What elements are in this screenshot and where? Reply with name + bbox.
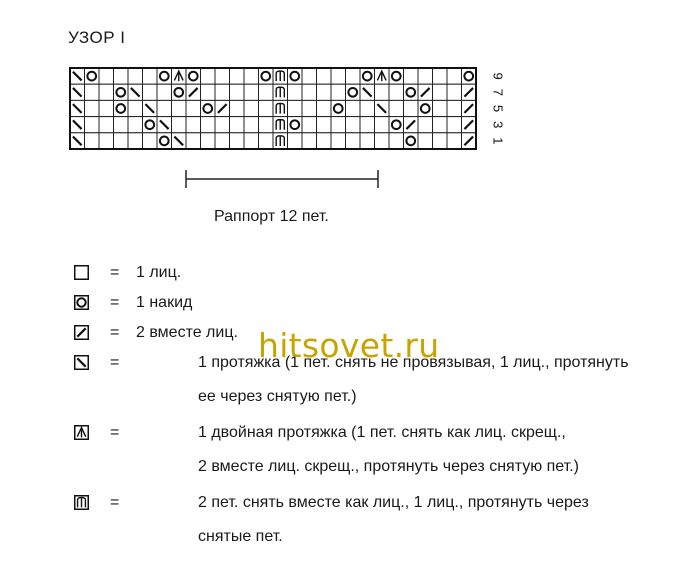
chart-cell [114, 100, 129, 116]
chart-cell [215, 68, 230, 84]
row-number: 1 [490, 137, 506, 145]
chart-cell [244, 133, 259, 149]
chart-cell [157, 117, 172, 133]
chart-cell [447, 100, 462, 116]
chart-cell [317, 117, 332, 133]
circle-o-icon [74, 295, 89, 310]
watermark: hitsovet.ru [258, 326, 440, 365]
chart-cell [375, 133, 390, 149]
chart-cell [215, 100, 230, 116]
chart-cell [99, 100, 114, 116]
legend-text: 1 протяжка (1 пет. снять не провязывая, 1 лиц., протянуть [198, 354, 629, 371]
m-symbol-icon [74, 495, 89, 510]
chart-cell [302, 100, 317, 116]
symbol-legend [74, 262, 674, 548]
knit-empty-icon [74, 265, 89, 280]
chart-cell [99, 84, 114, 100]
chart-cell [201, 100, 216, 116]
chart-cell [317, 100, 332, 116]
legend-equals: = [110, 264, 120, 281]
chart-cell [462, 84, 477, 100]
legend-text-line2: ее через снятую пет.) [198, 388, 357, 405]
chart-cell [375, 100, 390, 116]
legend-text: 1 накид [136, 294, 193, 311]
chart-cell [172, 133, 187, 149]
knitting-chart [0, 0, 700, 240]
chart-cell [273, 133, 288, 149]
chart-cell [462, 100, 477, 116]
chart-cell [128, 84, 143, 100]
chart-cell [331, 133, 346, 149]
chart-cell [331, 84, 346, 100]
chart-cell [346, 117, 361, 133]
chart-cell [331, 100, 346, 116]
chart-cell [418, 68, 433, 84]
chart-cell [186, 84, 201, 100]
chart-cell [418, 133, 433, 149]
legend-item-two-slipped [74, 492, 674, 548]
chart-cell [375, 84, 390, 100]
chart-cell [157, 68, 172, 84]
chart-cell [215, 117, 230, 133]
chart-cell [418, 117, 433, 133]
legend-text: 1 двойная протяжка (1 пет. снять как лиц. скрещ., [198, 424, 566, 441]
legend-text: 2 вместе лиц. [136, 324, 238, 341]
chart-cell [288, 100, 303, 116]
chart-cell [70, 133, 85, 149]
chart-cell [288, 68, 303, 84]
chart-cell [273, 84, 288, 100]
chart-cell [201, 117, 216, 133]
chart-cell [172, 68, 187, 84]
arrow-up-icon [74, 425, 89, 440]
chart-cell [244, 117, 259, 133]
pattern-title: УЗОР I [68, 28, 126, 47]
chart-cell [70, 100, 85, 116]
chart-cell [404, 68, 419, 84]
chart-cell [462, 68, 477, 84]
legend-equals: = [110, 294, 120, 311]
repeat-label: Раппорт 12 пет. [214, 208, 329, 225]
chart-cell [360, 68, 375, 84]
legend-text: 2 пет. снять вместе как лиц., 1 лиц., протянуть через [198, 494, 589, 511]
chart-cell [143, 133, 158, 149]
legend-item-knit [74, 262, 674, 292]
chart-cell [433, 100, 448, 116]
chart-cell [389, 84, 404, 100]
chart-cell [201, 133, 216, 149]
chart-cell [273, 68, 288, 84]
chart-cell [143, 100, 158, 116]
chart-cell [114, 117, 129, 133]
chart-cell [404, 117, 419, 133]
chart-cell [302, 68, 317, 84]
chart-cell [70, 84, 85, 100]
chart-cell [85, 133, 100, 149]
chart-cell [447, 133, 462, 149]
chart-cell [172, 117, 187, 133]
row-number: 3 [490, 121, 506, 129]
chart-cell [447, 84, 462, 100]
slash-left-icon [74, 355, 89, 370]
chart-cell [389, 100, 404, 116]
chart-cell [259, 133, 274, 149]
chart-cell [230, 68, 245, 84]
chart-cell [259, 68, 274, 84]
chart-cell [360, 133, 375, 149]
chart-cell [259, 100, 274, 116]
chart-cell [317, 68, 332, 84]
chart-cell [85, 84, 100, 100]
chart-cell [172, 100, 187, 116]
chart-cell [230, 84, 245, 100]
chart-cell [244, 84, 259, 100]
chart-cell [259, 117, 274, 133]
chart-cell [302, 133, 317, 149]
chart-cell [186, 100, 201, 116]
chart-cell [331, 117, 346, 133]
chart-cell [375, 117, 390, 133]
chart-cell [404, 84, 419, 100]
chart-cell [288, 117, 303, 133]
chart-cell [389, 133, 404, 149]
chart-grid [70, 68, 476, 149]
chart-cell [143, 68, 158, 84]
chart-cell [404, 133, 419, 149]
repeat-bracket [186, 170, 378, 188]
slash-right-icon [74, 325, 89, 340]
legend-text-line2: снятые пет. [198, 528, 283, 545]
chart-cell [389, 117, 404, 133]
row-number: 5 [490, 104, 506, 113]
legend-equals: = [110, 424, 120, 441]
chart-cell [360, 117, 375, 133]
chart-cell [186, 117, 201, 133]
chart-cell [447, 117, 462, 133]
chart-cell [273, 100, 288, 116]
chart-cell [462, 117, 477, 133]
chart-cell [157, 133, 172, 149]
chart-cell [462, 133, 477, 149]
chart-cell [215, 133, 230, 149]
legend-equals: = [110, 494, 120, 511]
chart-cell [128, 68, 143, 84]
chart-cell [128, 117, 143, 133]
legend-item-double-dec [74, 422, 674, 478]
chart-cell [230, 100, 245, 116]
chart-cell [128, 100, 143, 116]
chart-cell [389, 68, 404, 84]
chart-cell [375, 68, 390, 84]
chart-cell [201, 84, 216, 100]
chart-cell [99, 133, 114, 149]
chart-cell [259, 84, 274, 100]
chart-cell [433, 133, 448, 149]
chart-cell [99, 117, 114, 133]
row-number: 7 [490, 88, 506, 96]
chart-cell [331, 68, 346, 84]
chart-cell [157, 100, 172, 116]
chart-cell [201, 68, 216, 84]
chart-cell [70, 68, 85, 84]
chart-cell [85, 117, 100, 133]
chart-cell [186, 133, 201, 149]
row-number-labels [491, 72, 506, 144]
chart-cell [433, 117, 448, 133]
chart-cell [288, 84, 303, 100]
chart-cell [186, 68, 201, 84]
chart-cell [215, 84, 230, 100]
chart-cell [433, 68, 448, 84]
chart-cell [244, 68, 259, 84]
chart-cell [404, 100, 419, 116]
legend-item-yarn-over [74, 292, 674, 322]
chart-cell [143, 84, 158, 100]
chart-cell [85, 68, 100, 84]
legend-text-line2: 2 вместе лиц. скрещ., протянуть через снятую пет.) [198, 458, 579, 475]
chart-cell [302, 84, 317, 100]
chart-cell [360, 84, 375, 100]
chart-cell [346, 84, 361, 100]
chart-cell [230, 133, 245, 149]
chart-cell [114, 133, 129, 149]
chart-cell [114, 84, 129, 100]
legend-text: 1 лиц. [136, 264, 182, 281]
chart-cell [317, 84, 332, 100]
chart-cell [70, 117, 85, 133]
chart-cell [447, 68, 462, 84]
chart-cell [99, 68, 114, 84]
chart-cell [360, 100, 375, 116]
chart-cell [433, 84, 448, 100]
chart-cell [172, 84, 187, 100]
chart-cell [143, 117, 158, 133]
chart-cell [346, 68, 361, 84]
chart-cell [230, 117, 245, 133]
chart-cell [244, 100, 259, 116]
legend-equals: = [110, 324, 120, 341]
chart-cell [346, 133, 361, 149]
chart-cell [302, 117, 317, 133]
chart-cell [418, 84, 433, 100]
chart-cell [114, 68, 129, 84]
row-number: 9 [490, 72, 506, 80]
chart-cell [85, 100, 100, 116]
legend-equals: = [110, 354, 120, 371]
chart-cell [128, 133, 143, 149]
chart-cell [346, 100, 361, 116]
chart-cell [157, 84, 172, 100]
chart-cell [418, 100, 433, 116]
chart-cell [317, 133, 332, 149]
chart-cell [273, 117, 288, 133]
chart-cell [288, 133, 303, 149]
